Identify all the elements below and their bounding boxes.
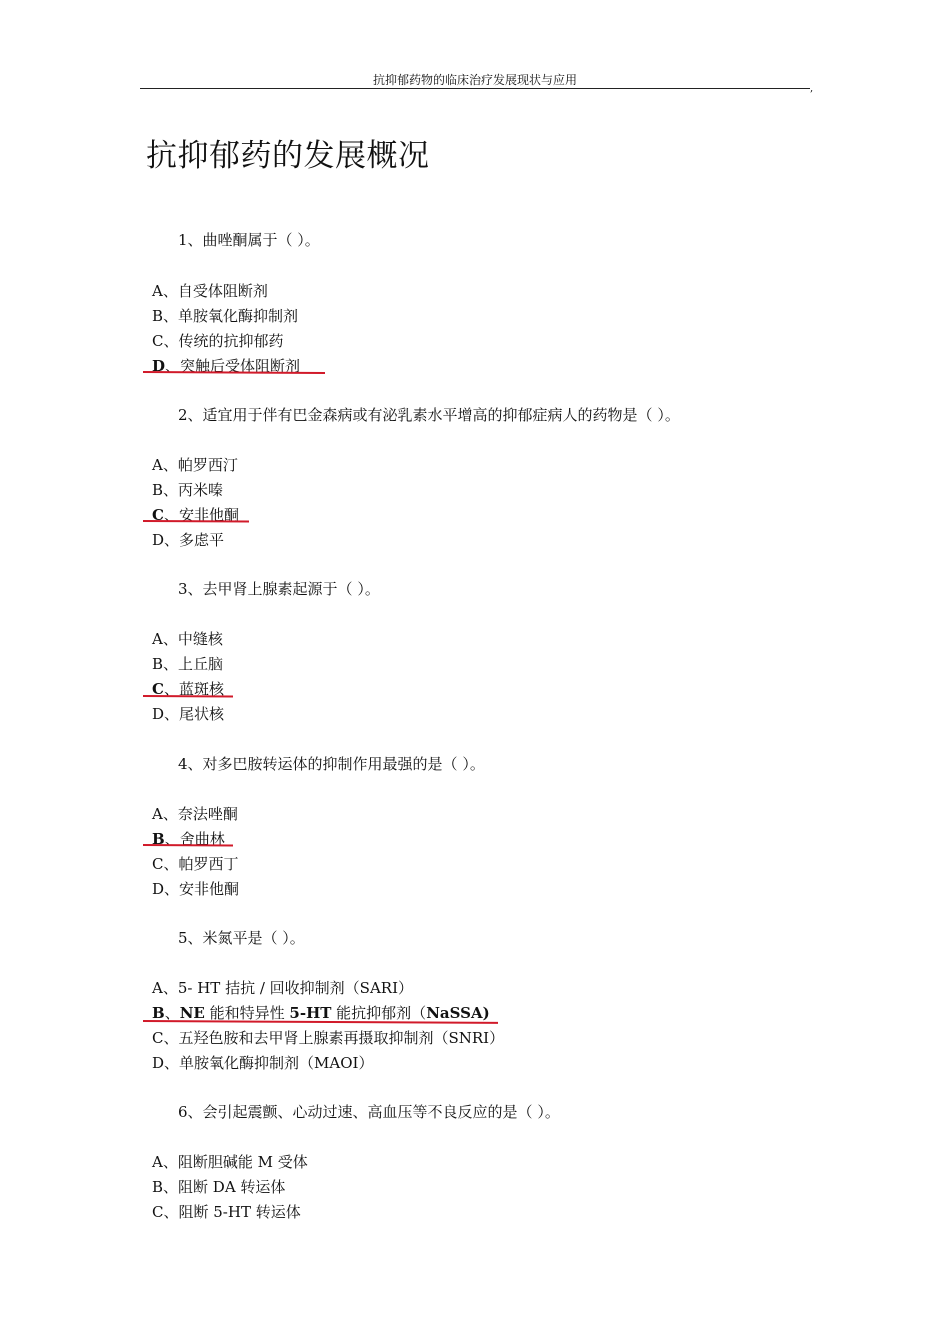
option-text-bold: NaSSA) <box>426 1004 490 1022</box>
question-2-option-b <box>152 479 223 501</box>
question-6-stem: 6、会引起震颤、心动过速、高血压等不良反应的是（ ）。 <box>178 1103 560 1121</box>
option-text: 、传统的抗抑郁药 <box>163 332 284 350</box>
option-text: 、阻断胆碱能 M 受体 <box>162 1153 308 1171</box>
option-text: 、阻断 DA 转运体 <box>163 1178 286 1196</box>
question-1-option-c <box>152 330 284 352</box>
option-letter: A <box>152 1153 163 1171</box>
header-rule <box>140 88 810 89</box>
option-text: 、尾状核 <box>164 705 225 723</box>
question-4-option-c <box>152 853 239 875</box>
question-4-option-b <box>152 828 225 850</box>
option-letter: A <box>152 456 163 474</box>
question-2-stem: 2、适宜用于伴有巴金森病或有泌乳素水平增高的抑郁症病人的药物是（ ）。 <box>178 406 680 424</box>
option-text: 、五羟色胺和去甲肾上腺素再摄取抑制剂（SNRI） <box>163 1029 505 1047</box>
option-letter: B <box>152 830 165 848</box>
question-5-option-d <box>152 1052 373 1074</box>
option-letter: C <box>152 1203 164 1221</box>
question-3-option-a <box>152 628 223 650</box>
option-text: 、 <box>164 1004 180 1022</box>
question-5-option-c <box>152 1027 504 1049</box>
option-text: 、帕罗西丁 <box>163 855 239 873</box>
option-letter: D <box>152 705 165 723</box>
question-4-option-d <box>152 878 239 900</box>
question-3-stem: 3、去甲肾上腺素起源于（ ）。 <box>178 580 380 598</box>
option-text: 、丙米嗪 <box>163 481 224 499</box>
question-1-option-b <box>152 305 298 327</box>
option-text: 、帕罗西汀 <box>162 456 238 474</box>
question-2-option-d <box>152 529 224 551</box>
option-letter: A <box>152 805 163 823</box>
question-1-stem: 1、曲唑酮属于（ ）。 <box>178 231 320 249</box>
option-letter: C <box>152 1029 164 1047</box>
option-letter: B <box>152 655 164 673</box>
option-text: 、多虑平 <box>164 531 225 549</box>
question-3-option-b <box>152 653 223 675</box>
option-text-bold: NE <box>179 1004 205 1022</box>
option-letter: B <box>152 307 164 325</box>
option-text: 、安非他酮 <box>164 880 240 898</box>
option-letter: B <box>152 1178 164 1196</box>
running-header: 抗抑郁药物的临床治疗发展现状与应用 <box>372 73 577 87</box>
option-letter: A <box>152 630 163 648</box>
option-letter: D <box>152 1054 165 1072</box>
question-2-option-a <box>152 454 238 476</box>
option-text: 、舍曲林 <box>164 830 225 848</box>
option-letter: D <box>152 357 166 375</box>
question-4-stem: 4、对多巴胺转运体的抑制作用最强的是（ ）。 <box>178 755 485 773</box>
question-6-option-b <box>152 1176 285 1198</box>
header-mark: , <box>810 83 814 94</box>
option-text: 能抗抑郁剂（ <box>331 1004 427 1022</box>
question-6-option-c <box>152 1201 301 1223</box>
question-5-stem: 5、米氮平是（ ）。 <box>178 929 305 947</box>
option-text: 、单胺氧化酶抑制剂 <box>163 307 299 325</box>
option-text: 、单胺氧化酶抑制剂（MAOI） <box>164 1054 374 1072</box>
option-letter: A <box>152 979 163 997</box>
option-text: 、上丘脑 <box>163 655 224 673</box>
option-text: 、突触后受体阻断剂 <box>165 357 301 375</box>
question-4-option-a <box>152 803 238 825</box>
question-1-option-a <box>152 280 268 302</box>
page-title: 抗抑郁药的发展概况 <box>146 138 430 174</box>
option-text: 、阻断 5-HT 转运体 <box>163 1203 301 1221</box>
question-6-option-a <box>152 1151 308 1173</box>
option-text: 、蓝斑核 <box>163 680 224 698</box>
option-letter: C <box>152 855 164 873</box>
option-letter: C <box>152 332 164 350</box>
option-letter: B <box>152 481 164 499</box>
option-text: 、中缝核 <box>162 630 223 648</box>
option-letter: C <box>152 680 164 698</box>
option-text: 、奈法唑酮 <box>162 805 238 823</box>
option-text-bold: 5-HT <box>289 1004 332 1022</box>
question-5-option-a <box>152 977 413 999</box>
option-text: 、5- HT 拮抗 / 回收抑制剂（SARI） <box>162 979 413 997</box>
option-text: 、安非他酮 <box>163 506 239 524</box>
option-letter: A <box>152 282 163 300</box>
option-letter: D <box>152 531 165 549</box>
question-3-option-d <box>152 703 224 725</box>
question-2-option-c <box>152 504 239 526</box>
option-letter: D <box>152 880 165 898</box>
option-letter: B <box>152 1004 165 1022</box>
option-text: 能和特异性 <box>204 1004 290 1022</box>
option-text: 、自受体阻断剂 <box>162 282 268 300</box>
option-letter: C <box>152 506 164 524</box>
